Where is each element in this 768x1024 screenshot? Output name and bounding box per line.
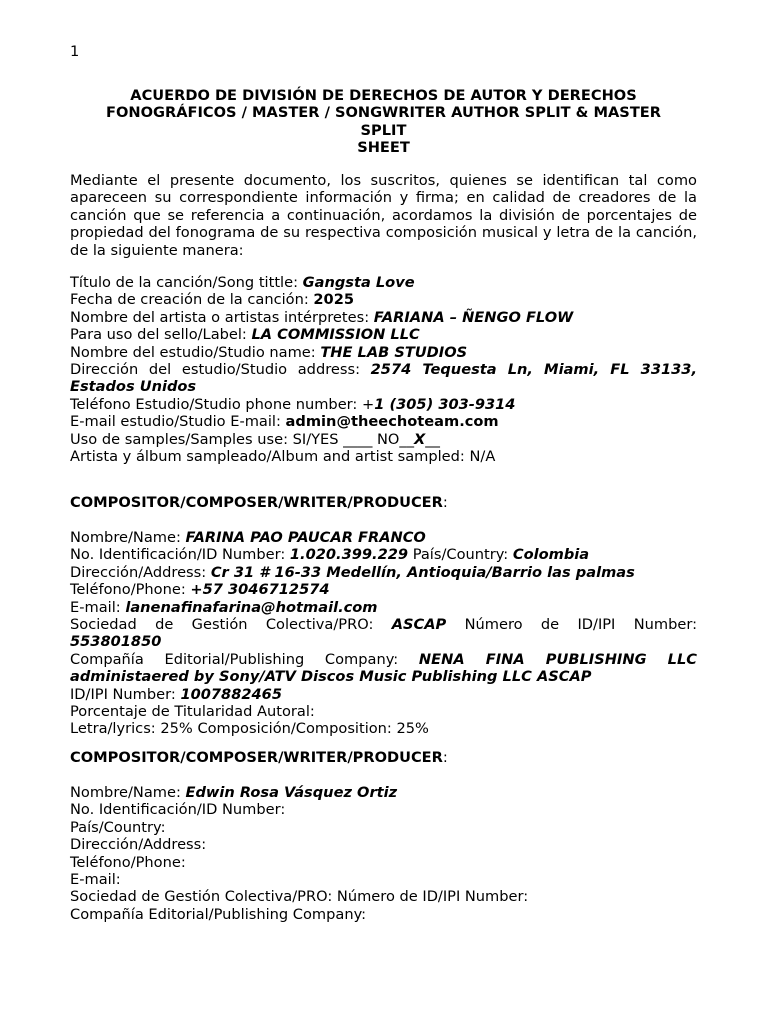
samples-prefix: Uso de samples/Samples use: SI/YES ____ NO__ <box>70 430 415 448</box>
song-title-value: Gangsta Love <box>302 274 415 291</box>
studio-address-value: 2574 Tequesta Ln, Miami, FL 33133, <box>370 361 697 379</box>
studio-email-value: admin@theechoteam.com <box>285 413 499 431</box>
page-number: 1 <box>70 43 80 60</box>
intro-text: Mediante el presente documento, los suscritos, quienes se identifican tal como apareceen su correspondiente información y firma; en calidad de creadores de la canción que se referencia a continuación, acordamos la división de porcentajes de propiedad del fonograma de su respectiva composición musical y letra de la canción, de la siguiente manera: <box>70 172 697 259</box>
creation-date-line <box>70 291 697 308</box>
c1-publishing-label: Compañía Editorial/Publishing Company: <box>70 650 419 668</box>
c1-ipi-value: 553801850 <box>70 633 162 651</box>
c2-pro-line: Sociedad de Gestión Colectiva/PRO: Número de ID/IPI Number: <box>70 888 529 906</box>
studio-name-line <box>70 344 697 361</box>
song-title-label: Título de la canción/Song tittle: <box>70 274 303 291</box>
title-line-4: SHEET <box>357 139 410 157</box>
c1-address-value: Cr 31 # 16-33 Medellín, Antioquia/Barrio las palmas <box>210 563 635 581</box>
studio-name-value: THE LAB STUDIOS <box>320 343 468 361</box>
composer-1-heading-text: COMPOSITOR/COMPOSER/WRITER/PRODUCER <box>70 494 443 511</box>
song-title-line <box>70 274 697 291</box>
composer-2-heading-text: COMPOSITOR/COMPOSER/WRITER/PRODUCER <box>70 749 443 766</box>
creation-date-value: 2025 <box>313 291 355 309</box>
studio-address-label: Dirección del estudio/Studio address: <box>70 361 371 379</box>
samples-suffix: __ <box>425 430 440 448</box>
c2-name-value: Edwin Rosa Vásquez Ortiz <box>185 784 398 801</box>
c1-ipi-label: Número de ID/IPI Number: <box>446 616 697 634</box>
studio-address-line <box>70 361 697 378</box>
c2-phone-label: Teléfono/Phone: <box>70 853 186 871</box>
c1-email-value: lanenafinafarina@hotmail.com <box>125 598 378 616</box>
c1-ownership-label: Porcentaje de Titularidad Autoral: <box>70 703 315 721</box>
c1-ipi-line <box>70 633 697 650</box>
studio-name-label: Nombre del estudio/Studio name: <box>70 343 321 361</box>
studio-phone-value: 1 (305) 303-9314 <box>374 395 516 413</box>
samples-line <box>70 431 697 448</box>
studio-email-line <box>70 413 697 430</box>
composer-1-details <box>70 529 697 738</box>
c1-publishing-value-2: administaered by Sony/ATV Discos Music Publishing LLC ASCAP <box>70 668 592 686</box>
c1-idipi-line <box>70 686 697 703</box>
label-line <box>70 326 697 343</box>
creation-date-label: Fecha de creación de la canción: <box>70 291 314 309</box>
c1-name-value: FARINA PAO PAUCAR FRANCO <box>185 529 426 546</box>
c1-pro-value: ASCAP <box>391 616 447 634</box>
c1-phone-label: Teléfono/Phone: <box>70 581 191 599</box>
composer-1-heading <box>70 494 697 511</box>
c1-id-value: 1.020.399.229 <box>289 546 409 564</box>
document-title <box>70 87 697 157</box>
studio-phone-line <box>70 396 697 413</box>
title-line-3: SPLIT <box>360 121 407 139</box>
c1-email-label: E-mail: <box>70 598 126 616</box>
studio-email-label: E-mail estudio/Studio E-mail: <box>70 413 286 431</box>
c2-id-label: No. Identificación/ID Number: <box>70 801 286 819</box>
c1-address-label: Dirección/Address: <box>70 563 211 581</box>
c2-country-label: País/Country: <box>70 818 166 836</box>
c1-country-label: País/Country: <box>408 546 513 564</box>
c1-id-label: No. Identificación/ID Number: <box>70 546 290 564</box>
artists-line <box>70 309 697 326</box>
samples-mark: X <box>414 430 426 448</box>
c1-email-line <box>70 599 697 616</box>
title-line-2: FONOGRÁFICOS / MASTER / SONGWRITER AUTHOR SPLIT & MASTER <box>106 104 661 122</box>
c1-idipi-value: 1007882465 <box>180 685 282 703</box>
c1-publishing-line <box>70 651 697 668</box>
c1-ownership-line: Letra/lyrics: 25% Composición/Composition: 25% <box>70 720 429 738</box>
artists-label: Nombre del artista o artistas intérpretes: <box>70 308 374 326</box>
c1-address-line <box>70 564 697 581</box>
c1-phone-value: +57 3046712574 <box>190 581 330 599</box>
composer-2-details <box>70 784 697 923</box>
composer-2-heading <box>70 749 697 766</box>
c1-pro-label: Sociedad de Gestión Colectiva/PRO: <box>70 616 392 634</box>
c2-name-label: Nombre/Name: <box>70 784 186 801</box>
studio-phone-label: Teléfono Estudio/Studio phone number: + <box>70 395 375 413</box>
c2-publishing-label: Compañía Editorial/Publishing Company: <box>70 905 367 923</box>
c2-address-label: Dirección/Address: <box>70 836 207 854</box>
c1-idipi-label: ID/IPI Number: <box>70 685 181 703</box>
c2-email-label: E-mail: <box>70 871 121 889</box>
label-label: Para uso del sello/Label: <box>70 326 252 344</box>
composer-2-heading-line <box>70 749 697 766</box>
composer-1-heading-colon: : <box>442 494 448 511</box>
c1-id-line <box>70 546 697 563</box>
c1-country-value: Colombia <box>512 546 590 564</box>
intro-paragraph <box>70 172 697 259</box>
label-value: LA COMMISSION LLC <box>251 326 420 344</box>
c1-phone-line <box>70 581 697 598</box>
c1-name-label: Nombre/Name: <box>70 529 186 546</box>
studio-address-value-2: Estados Unidos <box>70 378 197 396</box>
c1-name-line <box>70 529 697 546</box>
c1-publishing-line-2 <box>70 668 697 685</box>
c2-name-line <box>70 784 697 801</box>
studio-address-line-2 <box>70 378 697 395</box>
c1-publishing-value: NENA FINA PUBLISHING LLC <box>418 650 697 668</box>
artists-value: FARIANA – ÑENGO FLOW <box>373 308 574 326</box>
sampled-line: Artista y álbum sampleado/Album and artist sampled: N/A <box>70 448 496 466</box>
title-line-1: ACUERDO DE DIVISIÓN DE DERECHOS DE AUTOR Y DERECHOS <box>130 87 637 104</box>
composer-1-heading-line <box>70 494 697 511</box>
c1-pro-line <box>70 616 697 633</box>
composer-2-heading-colon: : <box>442 749 448 766</box>
song-details <box>70 274 697 465</box>
